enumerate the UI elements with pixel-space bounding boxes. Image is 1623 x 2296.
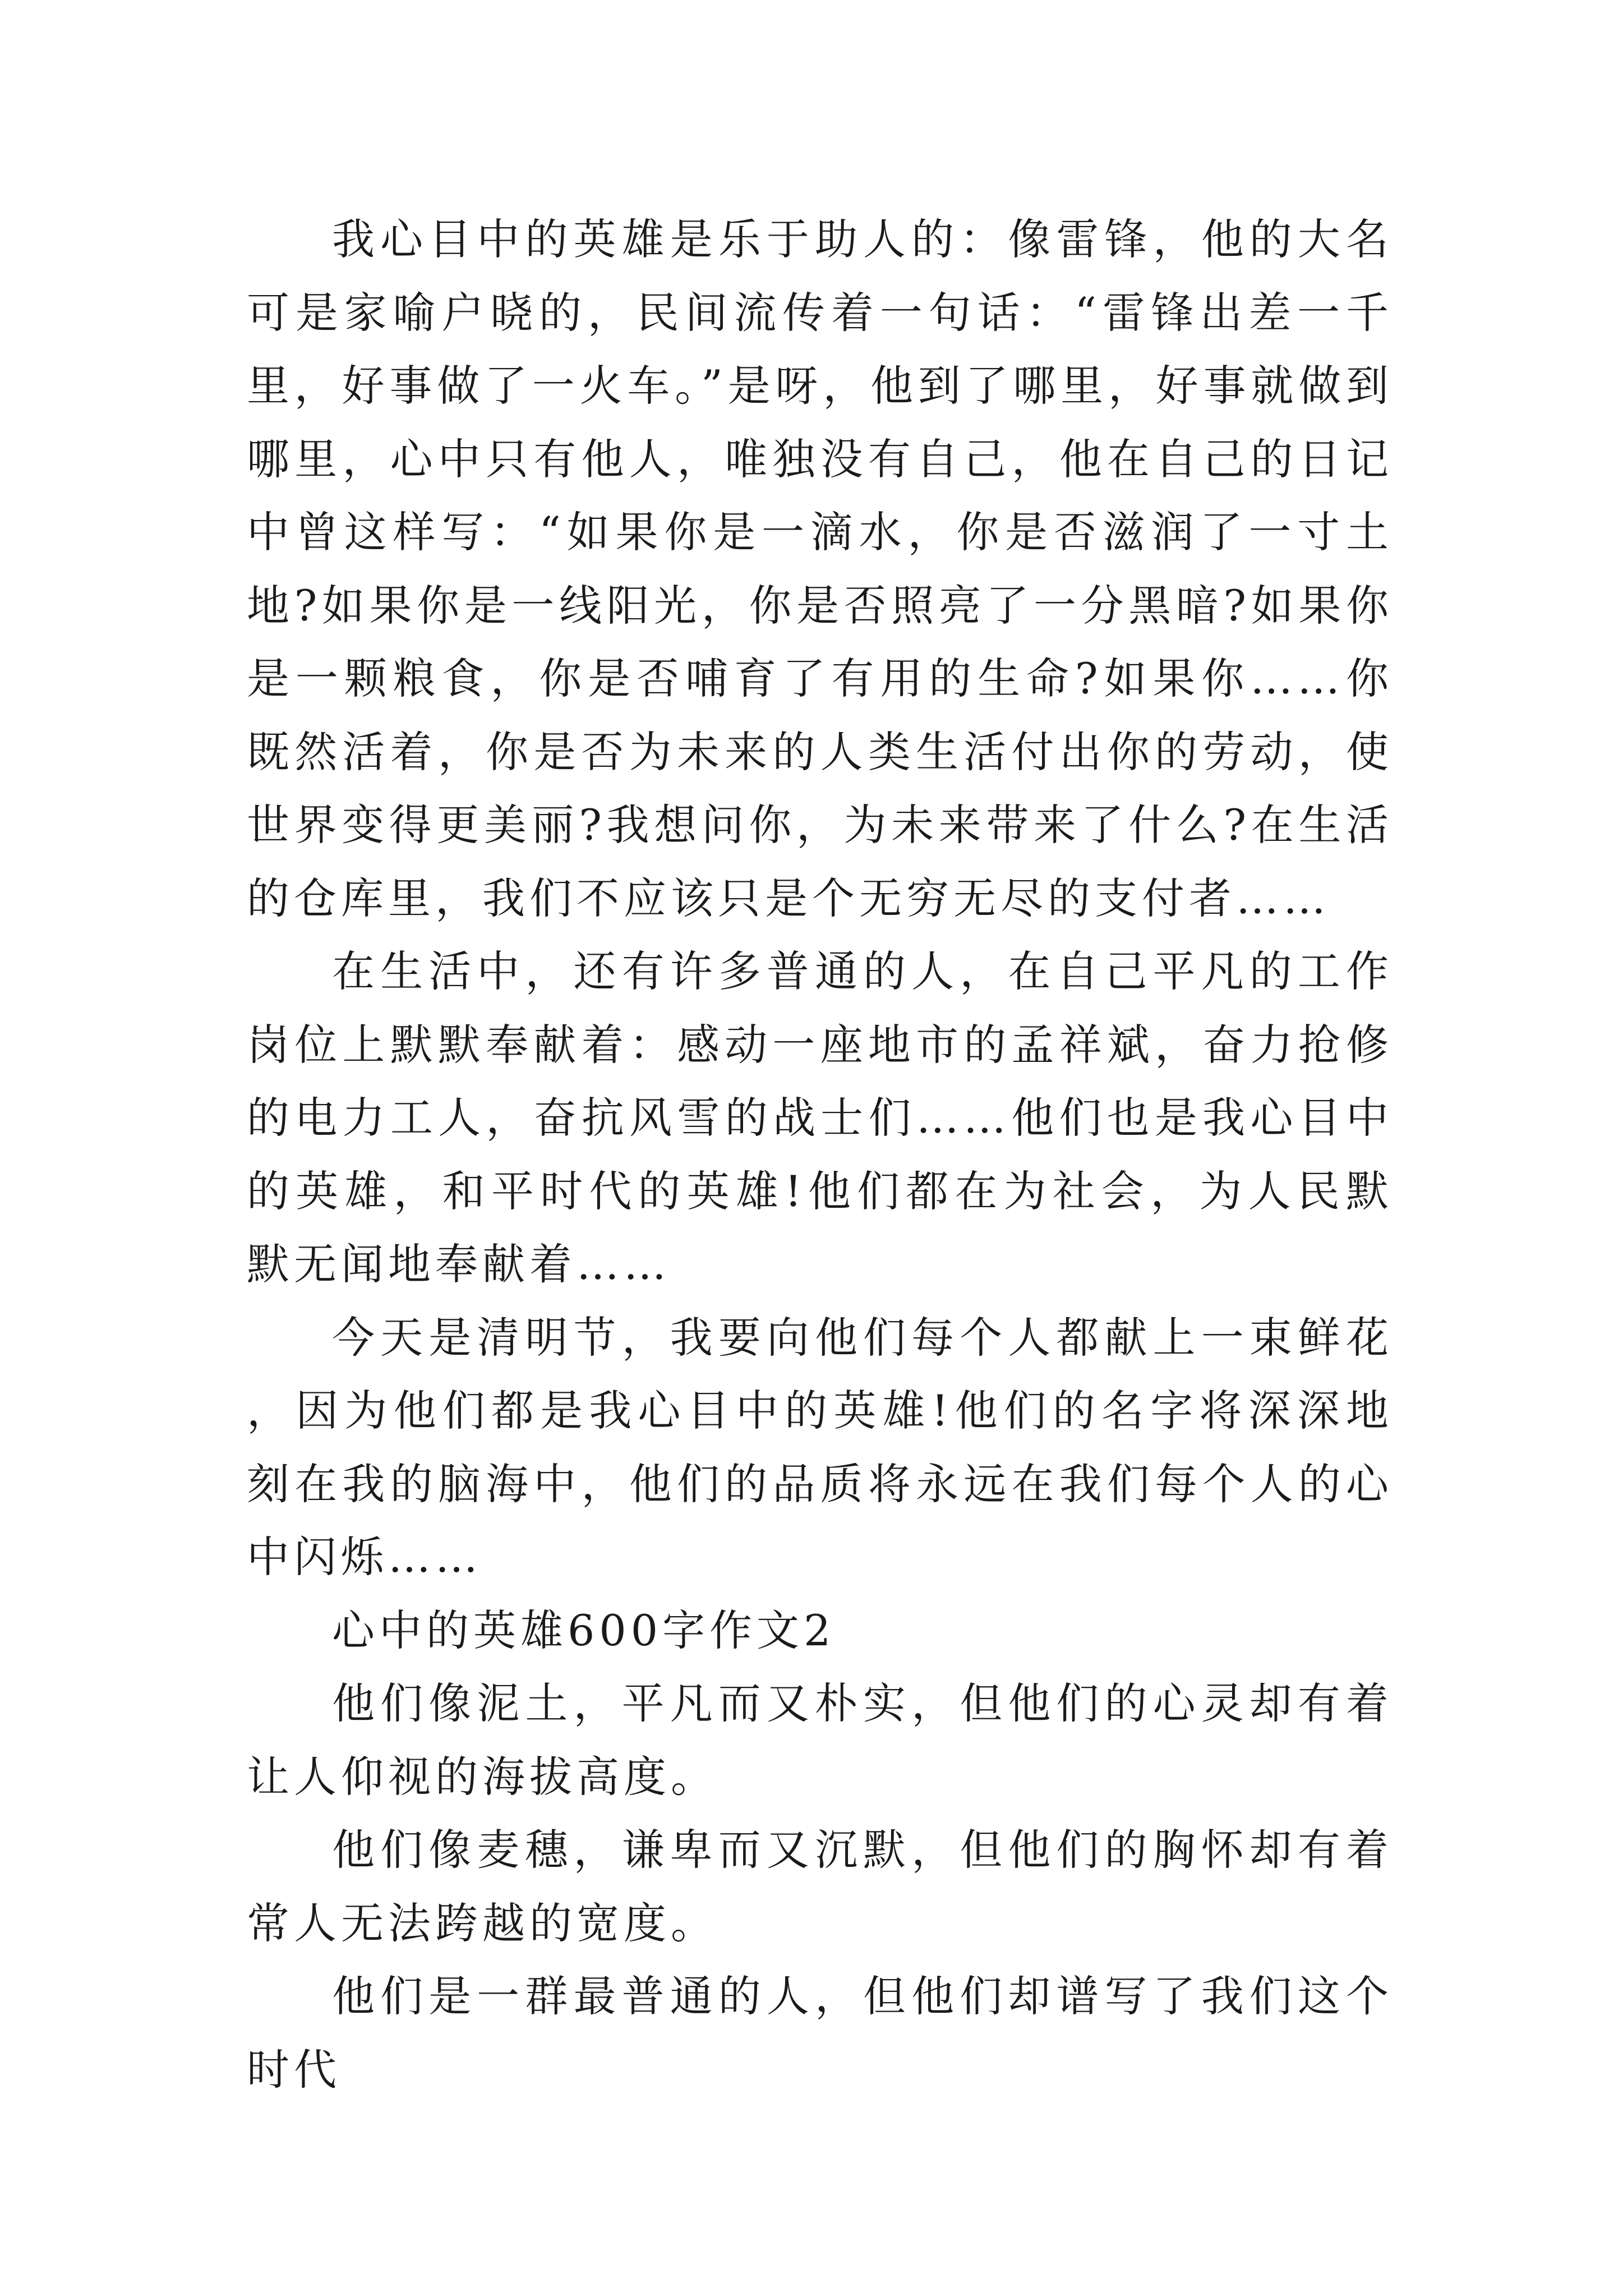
paragraph-ordinary-heroes: 在生活中，还有许多普通的人，在自己平凡的工作岗位上默默奉献着：感动一座地市的孟祥斌，奋力抢修的电力工人，奋抗风雪的战士们……他们也是我心目中的英雄，和平时代的英雄!他们都在为社会，为人民默默无闻地奉献着…… [247, 946, 1393, 1289]
paragraph-ordinary-people: 他们是一群最普通的人，但他们却谱写了我们这个时代 [247, 1971, 1393, 2095]
document-body [247, 203, 1393, 2106]
paragraph-lei-feng: 我心目中的英雄是乐于助人的：像雷锋，他的大名可是家喻户晓的，民间流传着一句话：“雷锋出差一千里，好事做了一火车。”是呀，他到了哪里，好事就做到哪里，心中只有他人，唯独没有自己，他在自己的日记中曾这样写：“如果你是一滴水，你是否滋润了一寸土地?如果你是一线阳光，你是否照亮了一分黑暗?如果你是一颗粮食，你是否哺育了有用的生命?如果你……你既然活着，你是否为未来的人类生活付出你的劳动，使世界变得更美丽?我想问你，为未来带来了什么?在生活的仓库里，我们不应该只是个无穷无尽的支付者…… [247, 214, 1393, 923]
paragraph-qingming: 今天是清明节，我要向他们每个人都献上一束鲜花，因为他们都是我心目中的英雄!他们的名字将深深地刻在我的脑海中，他们的品质将永远在我们每个人的心中闪烁…… [247, 1312, 1393, 1582]
paragraph-wheat: 他们像麦穗，谦卑而又沉默，但他们的胸怀却有着常人无法跨越的宽度。 [247, 1825, 1393, 1948]
paragraph-soil: 他们像泥土，平凡而又朴实，但他们的心灵却有着让人仰视的海拔高度。 [247, 1678, 1393, 1802]
section-title: 心中的英雄600字作文2 [332, 1605, 836, 1655]
